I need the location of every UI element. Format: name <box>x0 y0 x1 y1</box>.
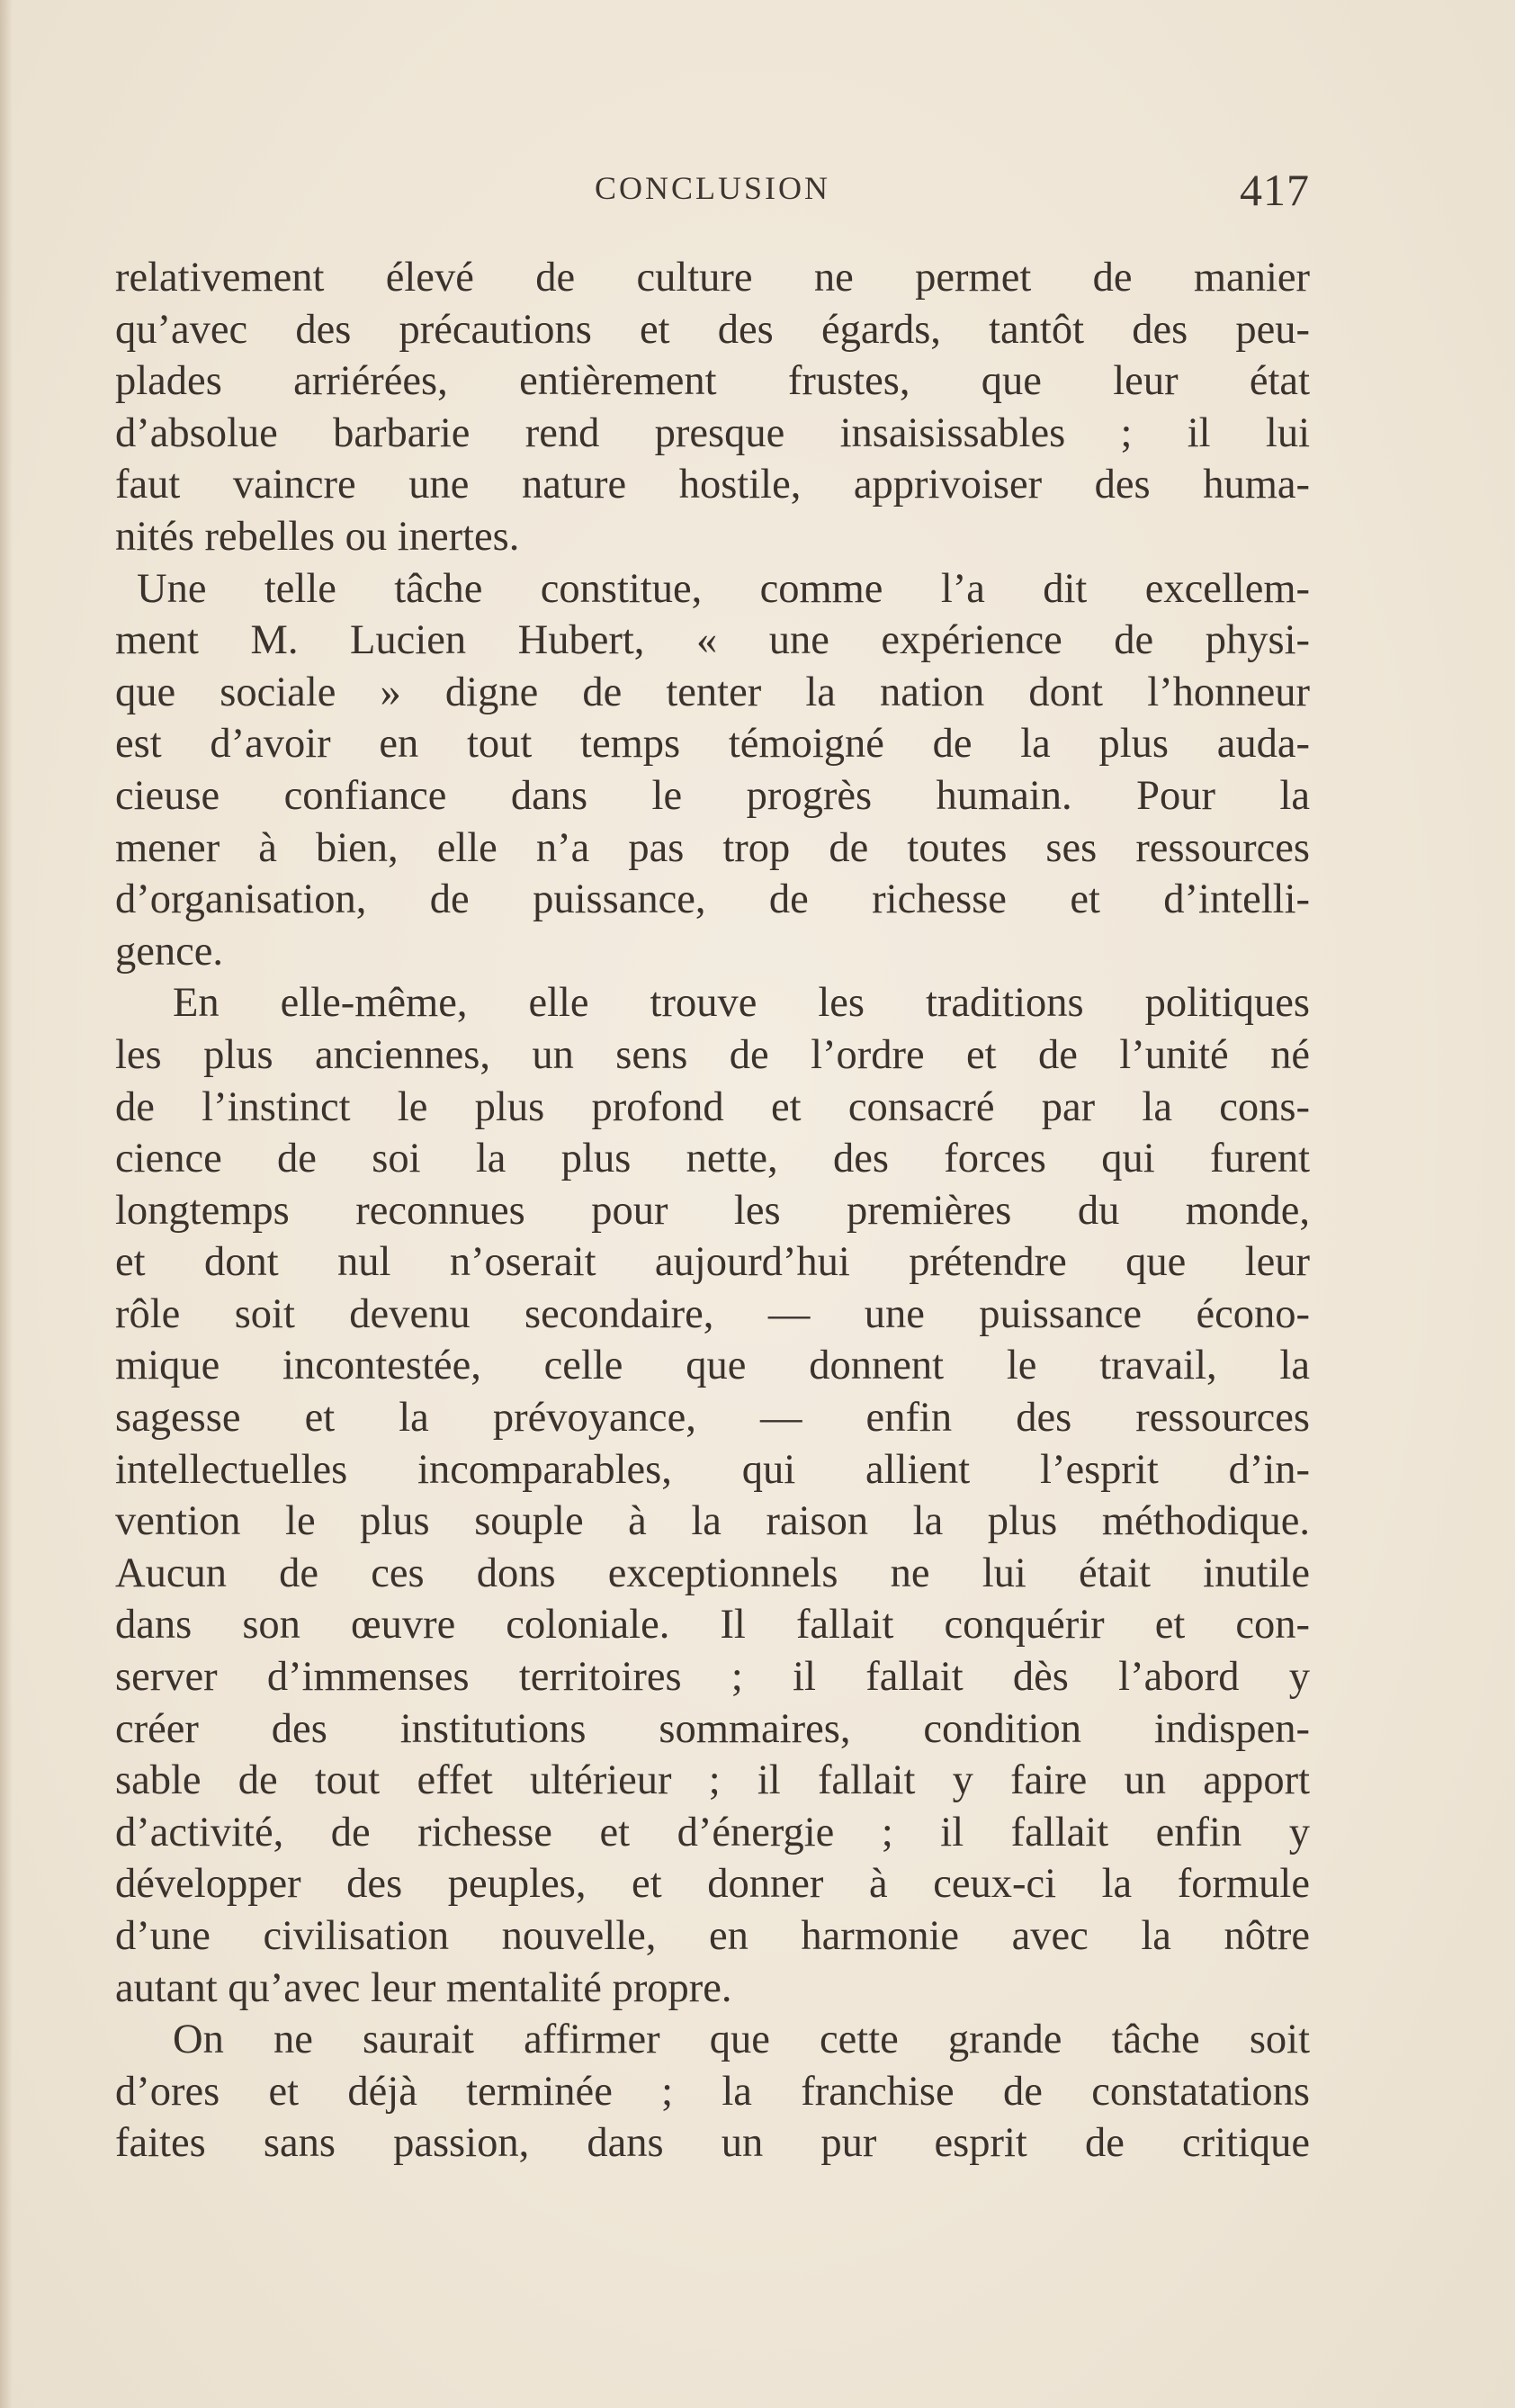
text-line: sagesse et la prévoyance, — enfin des ressources <box>115 1395 1310 1442</box>
text-line: créer des institutions sommaires, condition indispen- <box>115 1705 1310 1752</box>
text-line: d’une civilisation nouvelle, en harmonie avec la nôtre <box>115 1913 1310 1959</box>
text-line: sable de tout effet ultérieur ; il fallait y faire un apport <box>115 1757 1310 1804</box>
text-line: que sociale » digne de tenter la nation dont l’honneur <box>115 669 1310 715</box>
text-line: faites sans passion, dans un pur esprit de critique <box>115 2120 1310 2167</box>
text-line: ment M. Lucien Hubert, « une expérience de physi- <box>115 617 1310 664</box>
page-binding-edge <box>0 0 13 2408</box>
text-line: d’ores et déjà terminée ; la franchise de constatations <box>115 2068 1310 2115</box>
text-line: plades arriérées, entièrement frustes, que leur état <box>115 358 1310 405</box>
text-line: Aucun de ces dons exceptionnels ne lui était inutile <box>115 1550 1310 1596</box>
text-line: rôle soit devenu secondaire, — une puissance écono- <box>115 1290 1310 1337</box>
text-line: cience de soi la plus nette, des forces qui furent <box>115 1136 1310 1182</box>
text-line: autant qu’avec leur mentalité propre. <box>115 1964 732 2011</box>
text-line: gence. <box>115 928 224 975</box>
text-line: On ne saurait affirmer que cette grande tâche soit <box>173 2017 1310 2063</box>
running-head: CONCLUSION <box>594 170 830 206</box>
text-line: Une telle tâche constitue, comme l’a dit excellem- <box>137 565 1310 612</box>
text-line: dans son œuvre coloniale. Il fallait conquérir et con- <box>115 1602 1310 1649</box>
text-line: vention le plus souple à la raison la plus méthodique. <box>115 1498 1310 1545</box>
text-line: d’absolue barbarie rend presque insaisissables ; il lui <box>115 409 1310 456</box>
text-line: qu’avec des précautions et des égards, tantôt des peu- <box>115 306 1310 353</box>
text-line: mener à bien, elle n’a pas trop de toutes ses ressources <box>115 824 1310 871</box>
page-header <box>115 164 1310 218</box>
text-line: développer des peuples, et donner à ceux-ci la formule <box>115 1861 1310 1908</box>
body-text <box>115 252 1310 2170</box>
text-line: d’organisation, de puissance, de richesse et d’intelli- <box>115 876 1310 923</box>
text-line: longtemps reconnues pour les premières du monde, <box>115 1187 1310 1234</box>
text-line: mique incontestée, celle que donnent le travail, la <box>115 1343 1310 1389</box>
text-line: En elle-même, elle trouve les traditions politiques <box>173 980 1310 1027</box>
text-line: d’activité, de richesse et d’énergie ; il fallait enfin y <box>115 1809 1310 1855</box>
text-line: server d’immenses territoires ; il fallait dès l’abord y <box>115 1654 1310 1701</box>
text-line: faut vaincre une nature hostile, apprivoiser des huma- <box>115 462 1310 508</box>
text-line: de l’instinct le plus profond et consacré par la cons- <box>115 1083 1310 1130</box>
page-number: 417 <box>1240 165 1310 215</box>
text-line: les plus anciennes, un sens de l’ordre et de l’unité né <box>115 1031 1310 1078</box>
text-line: et dont nul n’oserait aujourd’hui prétendre que leur <box>115 1239 1310 1286</box>
text-line: relativement élevé de culture ne permet de manier <box>115 255 1310 301</box>
text-line: intellectuelles incomparables, qui allient l’esprit d’in- <box>115 1446 1310 1493</box>
text-line: nités rebelles ou inertes. <box>115 513 520 560</box>
text-line: est d’avoir en tout temps témoigné de la plus auda- <box>115 721 1310 768</box>
text-line: cieuse confiance dans le progrès humain. Pour la <box>115 772 1310 819</box>
